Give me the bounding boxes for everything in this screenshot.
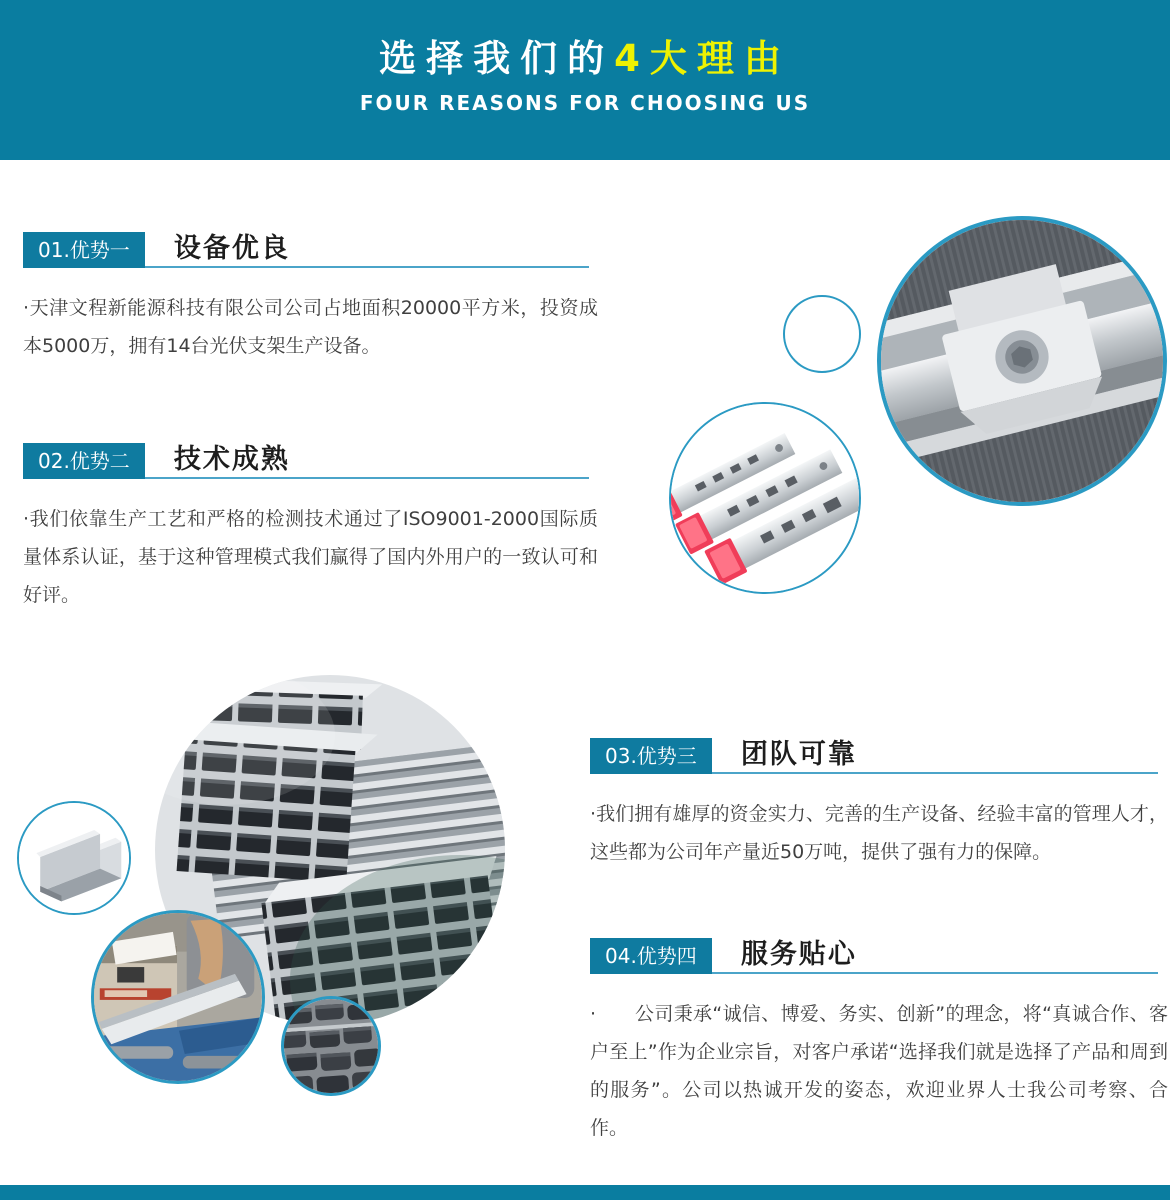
steel-bracket-illustration (671, 404, 859, 592)
feature-title-2: 技术成熟 (173, 444, 290, 475)
steel-bundle-photo (281, 996, 381, 1096)
feature-title-4: 服务贴心 (740, 939, 857, 970)
u-channel-illustration (19, 803, 129, 913)
banner-subtitle: FOUR REASONS FOR CHOOSING US (359, 91, 811, 115)
banner-title-main: 选择我们的 (379, 37, 615, 80)
feature-section-1 (23, 232, 598, 365)
steel-bundle-illustration (284, 999, 378, 1093)
feature-badge-1: 01.优势一 (23, 232, 145, 268)
feature-head-3 (590, 738, 1158, 774)
feature-section-3 (590, 738, 1168, 871)
feature-head-1 (23, 232, 589, 268)
factory-machine-illustration (94, 913, 262, 1081)
footer-band (0, 1185, 1170, 1200)
header-banner (0, 0, 1170, 160)
steel-bracket-photo (669, 402, 861, 594)
feature-badge-2: 02.优势二 (23, 443, 145, 479)
factory-machine-photo (91, 910, 265, 1084)
solar-clamp-photo (877, 216, 1167, 506)
feature-section-2 (23, 443, 598, 614)
feature-badge-3: 03.优势三 (590, 738, 712, 774)
banner-title-highlight: 4大理由 (614, 37, 791, 80)
feature-badge-4: 04.优势四 (590, 938, 712, 974)
feature-body-3: ·我们拥有雄厚的资金实力、完善的生产设备、经验丰富的管理人才，这些都为公司年产量近50万吨，提供了强有力的保障。 (590, 803, 1168, 863)
feature-section-4 (590, 938, 1168, 1147)
feature-head-4 (590, 938, 1158, 974)
feature-body-4: · 公司秉承“诚信、博爱、务实、创新”的理念，将“真诚合作、客户至上”作为企业宗旨，对客户承诺“选择我们就是选择了产品和周到的服务”。公司以热诚开发的姿态，欢迎业界人士我公司考察、合作。 (590, 1003, 1168, 1139)
feature-title-1: 设备优良 (173, 233, 290, 264)
banner-title (0, 0, 1170, 80)
decorative-empty-circle (783, 295, 861, 373)
feature-head-2 (23, 443, 589, 479)
feature-body-2: ·我们依靠生产工艺和严格的检测技术通过了ISO9001-2000国际质量体系认证，基于这种管理模式我们赢得了国内外用户的一致认可和好评。 (23, 508, 598, 606)
u-channel-photo (17, 801, 131, 915)
solar-clamp-illustration (881, 220, 1163, 502)
feature-body-1: ·天津文程新能源科技有限公司公司占地面积20000平方米，投资成本5000万，拥有14台光伏支架生产设备。 (23, 297, 598, 357)
feature-title-3: 团队可靠 (740, 739, 857, 770)
